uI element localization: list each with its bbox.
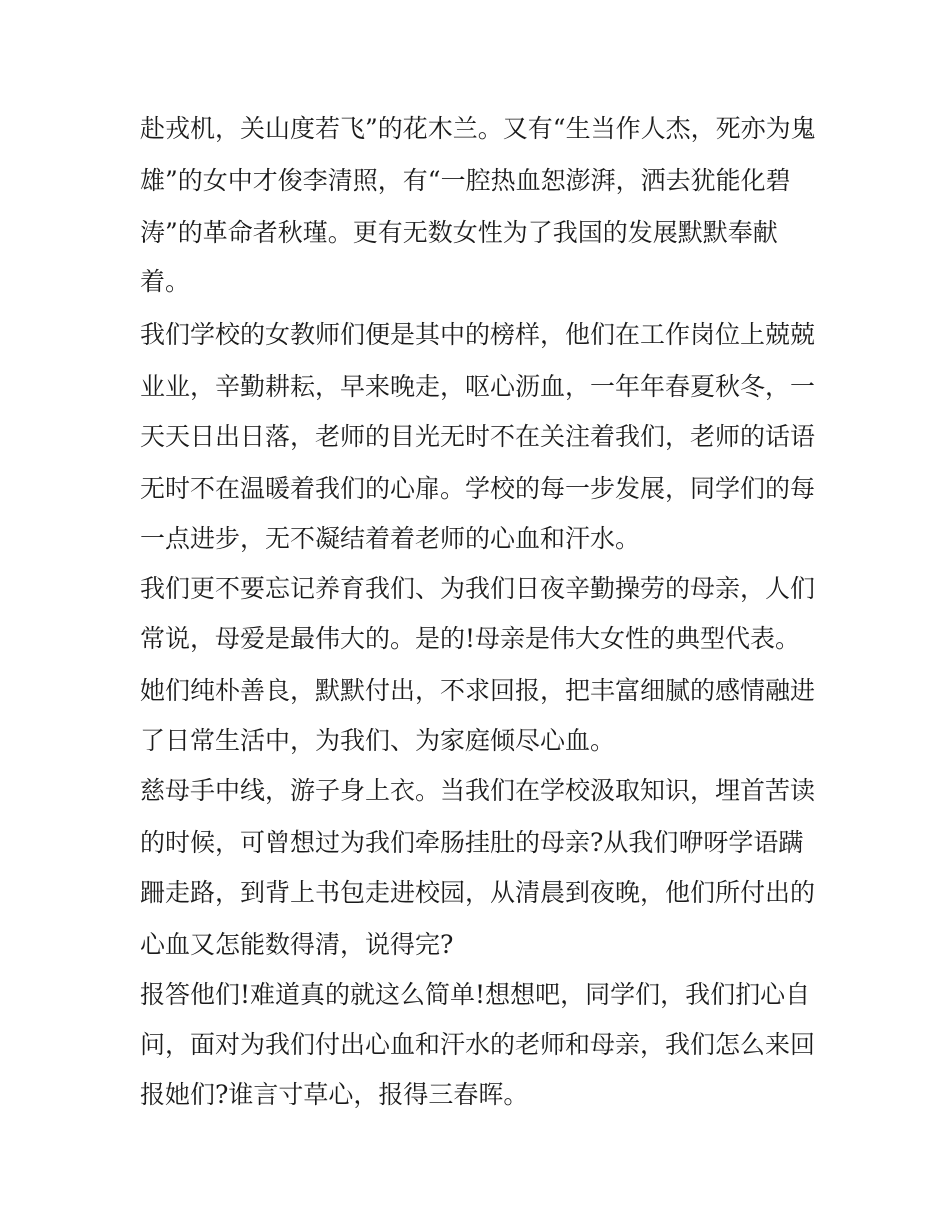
text-line: 天天日出日落，老师的目光无时不在关注着我们，老师的话语 (140, 422, 816, 451)
text-line: 心血又怎能数得清，说得完? (140, 930, 454, 959)
text-line: 一点进步，无不凝结着着老师的心血和汗水。 (140, 524, 641, 553)
text-line: 雄”的女中才俊李清照，有“一腔热血恕澎湃，洒去犹能化碧 (140, 166, 791, 195)
text-line: 报她们?谁言寸草心，报得三春晖。 (140, 1080, 529, 1109)
text-line: 我们学校的女教师们便是其中的榜样，他们在工作岗位上兢兢 (140, 320, 816, 349)
text-line: 常说，母爱是最伟大的。是的!母亲是伟大女性的典型代表。 (140, 624, 801, 653)
text-line: 着。 (140, 267, 191, 296)
text-line: 跚走路，到背上书包走进校园，从清晨到夜晚，他们所付出的 (140, 878, 816, 907)
text-line: 无时不在温暖着我们的心扉。学校的每一步发展，同学们的每 (140, 474, 816, 503)
text-line: 报答他们!难道真的就这么简单!想想吧，同学们，我们扪心自 (140, 980, 811, 1009)
text-line: 涛”的革命者秋瑾。更有无数女性为了我国的发展默默奉献 (140, 218, 778, 247)
text-line: 问，面对为我们付出心血和汗水的老师和母亲，我们怎么来回 (140, 1030, 816, 1059)
text-line: 她们纯朴善良，默默付出，不求回报，把丰富细腻的感情融进 (140, 676, 816, 705)
text-line: 业业，辛勤耕耘，早来晚走，呕心沥血，一年年春夏秋冬，一 (140, 372, 816, 401)
text-line: 了日常生活中，为我们、为家庭倾尽心血。 (140, 726, 616, 755)
text-line: 慈母手中线，游子身上衣。当我们在学校汲取知识，埋首苦读 (140, 776, 816, 805)
text-line: 赴戎机，关山度若飞”的花木兰。又有“生当作人杰，死亦为鬼 (140, 114, 816, 143)
text-line: 我们更不要忘记养育我们、为我们日夜辛勤操劳的母亲，人们 (140, 574, 816, 603)
text-line: 的时候，可曾想过为我们牵肠挂肚的母亲?从我们咿呀学语蹒 (140, 828, 804, 857)
